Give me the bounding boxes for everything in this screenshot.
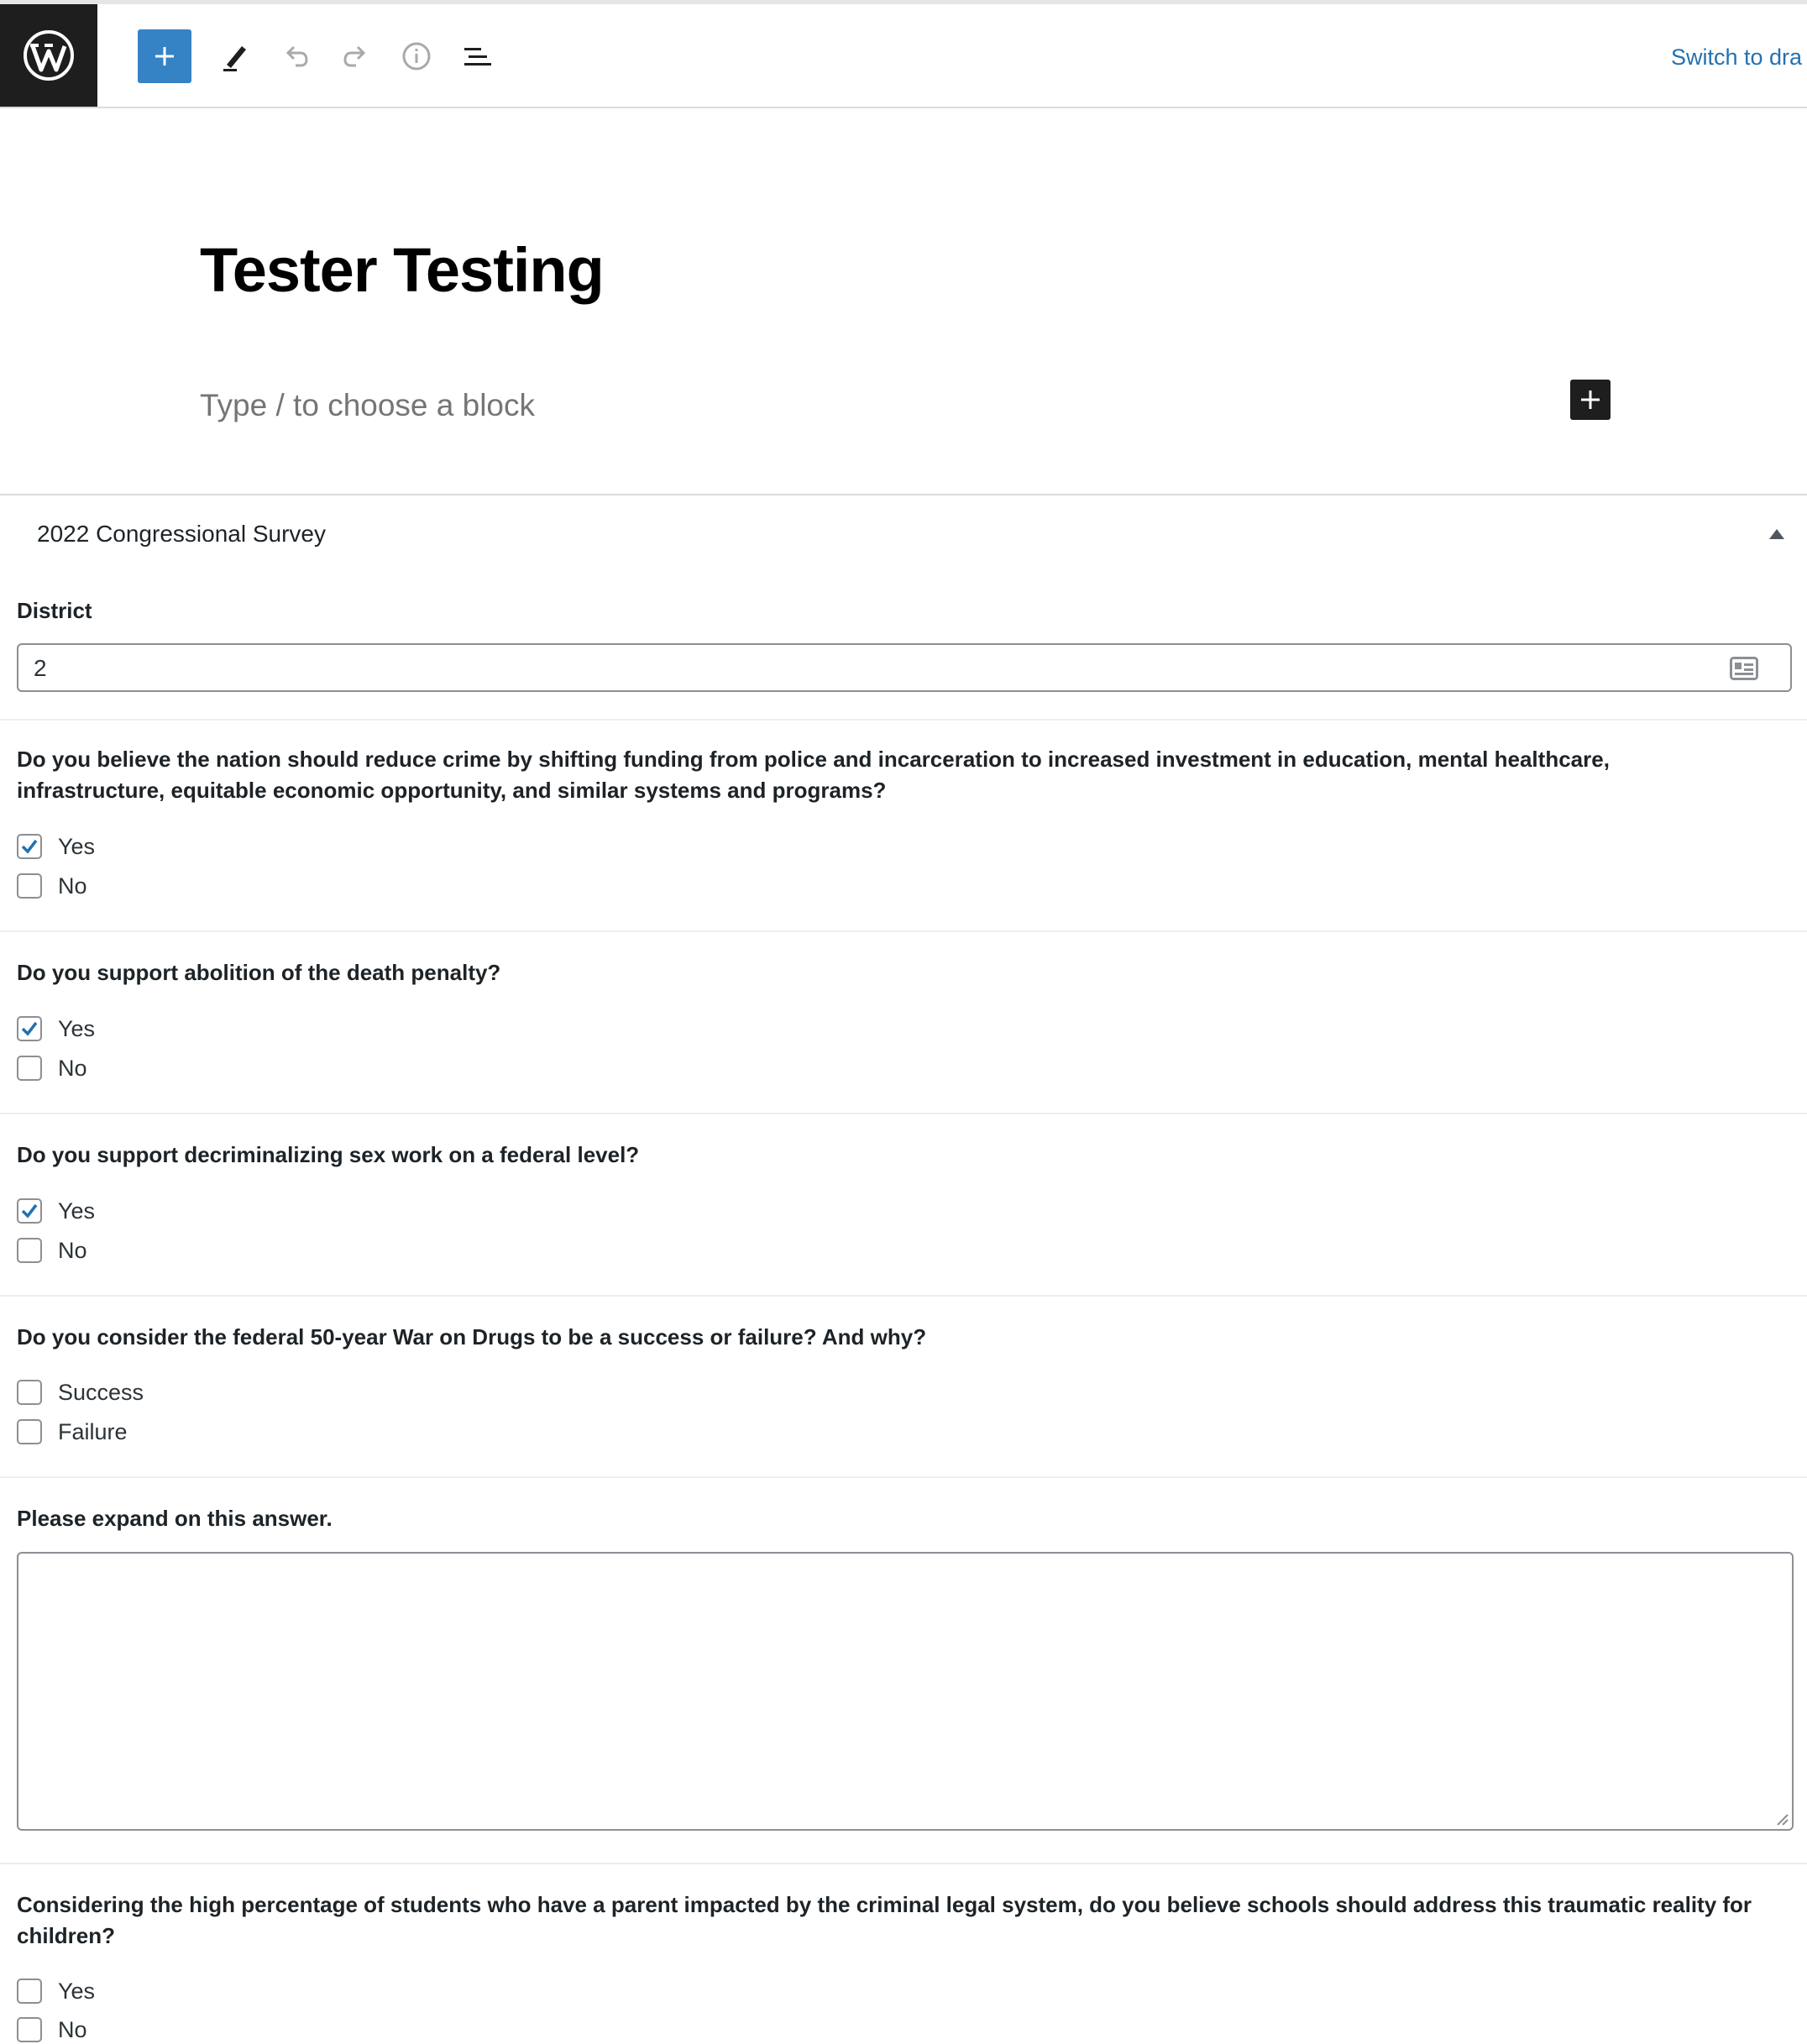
checkbox[interactable] [17, 1978, 42, 2004]
option-label: Yes [58, 1978, 96, 2004]
option-no[interactable] [17, 2015, 87, 2044]
question-label: Do you support decriminalizing sex work on a federal level? [17, 1142, 640, 1167]
expand-answer-textarea[interactable] [17, 1552, 1794, 1831]
checkbox[interactable] [17, 1056, 42, 1081]
option-label: Yes [58, 1198, 96, 1224]
question-label: Considering the high percentage of students who have a parent impacted by the criminal legal system, do you believe schools should address this traumatic reality for children? [17, 1892, 1752, 1948]
checkmark-icon [19, 1019, 39, 1039]
block-placeholder[interactable]: Type / to choose a block [200, 388, 536, 422]
field-divider [0, 719, 1807, 721]
collapse-arrow-icon[interactable] [1769, 529, 1784, 539]
question-label: Do you support abolition of the death penalty? [17, 960, 501, 985]
field-divider [0, 1295, 1807, 1297]
resize-handle-icon[interactable] [1775, 1812, 1789, 1826]
option-label: No [58, 2016, 87, 2042]
option-no[interactable] [17, 1236, 87, 1265]
option-label: No [58, 873, 87, 899]
checkmark-icon [19, 836, 39, 857]
checkbox[interactable] [17, 873, 42, 899]
wordpress-logo-icon [23, 29, 75, 81]
option-label: No [58, 1237, 87, 1263]
redo-button[interactable] [333, 33, 380, 80]
field-divider [0, 930, 1807, 932]
tools-button[interactable] [212, 33, 259, 80]
question-label: Do you believe the nation should reduce crime by shifting funding from police and incarceration to increased investment in education, mental healthcare, infrastructure, equitable economic opportunity, and similar systems and programs? [17, 747, 1610, 803]
info-icon [400, 39, 433, 73]
district-label: District [17, 598, 92, 623]
checkbox[interactable] [17, 2017, 42, 2042]
option-label: Yes [58, 833, 96, 859]
field-divider [0, 1863, 1807, 1864]
checkbox[interactable] [17, 1016, 42, 1041]
undo-icon [279, 39, 312, 73]
metabox-title[interactable]: 2022 Congressional Survey [37, 521, 326, 547]
district-value: 2 [34, 655, 47, 681]
checkbox[interactable] [17, 1238, 42, 1263]
district-input[interactable] [17, 643, 1792, 692]
option-failure[interactable] [17, 1418, 128, 1446]
checkbox[interactable] [17, 1198, 42, 1224]
wordpress-logo-button[interactable] [0, 4, 97, 107]
checkbox[interactable] [17, 1380, 42, 1405]
checkbox[interactable] [17, 834, 42, 859]
plus-icon [152, 44, 177, 69]
switch-to-draft-button[interactable]: Switch to dra [1671, 45, 1803, 70]
editor-header [0, 4, 1807, 108]
block-inserter-button[interactable] [138, 29, 191, 83]
option-success[interactable] [17, 1378, 144, 1407]
option-label: Failure [58, 1418, 128, 1444]
option-yes[interactable] [17, 1014, 95, 1043]
checkbox[interactable] [17, 1419, 42, 1444]
field-divider [0, 1113, 1807, 1114]
field-divider [0, 1476, 1807, 1478]
add-block-button[interactable] [1570, 380, 1611, 420]
list-view-button[interactable] [453, 33, 500, 80]
redo-icon [339, 39, 373, 73]
option-label: Yes [58, 1015, 96, 1041]
post-title[interactable]: Tester Testing [200, 235, 604, 305]
expand-answer-label: Please expand on this answer. [17, 1506, 333, 1531]
checkmark-icon [19, 1201, 39, 1221]
option-label: No [58, 1055, 87, 1081]
undo-button[interactable] [272, 33, 319, 80]
question-label: Do you consider the federal 50-year War on Drugs to be a success or failure? And why? [17, 1324, 927, 1350]
contact-card-icon [1730, 657, 1758, 680]
option-no[interactable] [17, 1054, 87, 1082]
option-label: Success [58, 1379, 144, 1405]
option-yes[interactable] [17, 832, 95, 861]
option-yes[interactable] [17, 1197, 95, 1225]
plus-icon [1579, 389, 1601, 411]
pencil-icon [218, 39, 252, 73]
option-no[interactable] [17, 872, 87, 900]
option-yes[interactable] [17, 1977, 95, 2005]
details-button[interactable] [393, 33, 440, 80]
list-view-icon [460, 39, 494, 73]
